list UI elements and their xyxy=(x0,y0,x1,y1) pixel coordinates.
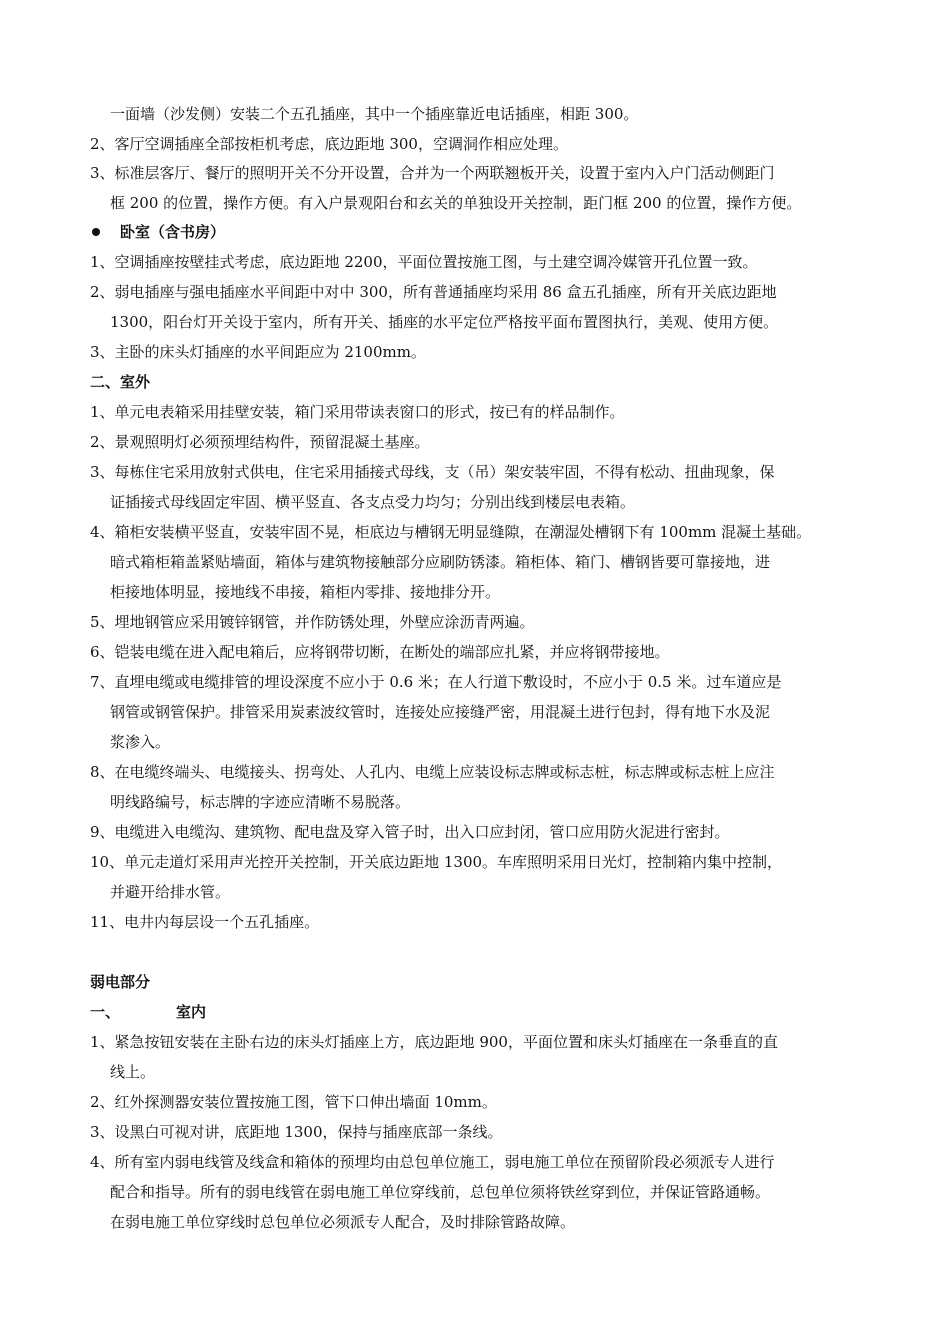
text-line: 在弱电施工单位穿线时总包单位必须派专人配合，及时排除管路故障。 xyxy=(110,1213,576,1231)
text-line: 配合和指导。所有的弱电线管在弱电施工单位穿线前，总包单位须将铁丝穿到位，并保证管路通畅。 xyxy=(110,1183,771,1201)
section-heading xyxy=(90,217,225,247)
text-line: 11、电井内每层设一个五孔插座。 xyxy=(90,913,320,931)
section-heading xyxy=(90,997,206,1027)
section-heading: 二、室外 xyxy=(90,373,151,391)
text-line: 2、红外探测器安装位置按施工图，管下口伸出墙面 10mm。 xyxy=(90,1093,497,1111)
text-line: 10、单元走道灯采用声光控开关控制，开关底边距地 1300。车库照明采用日光灯，控制箱内集中控制， xyxy=(90,853,783,871)
text-line: 柜接地体明显，接地线不串接，箱柜内零排、接地排分开。 xyxy=(110,583,501,601)
text-line: 1、空调插座按壁挂式考虑，底边距地 2200，平面位置按施工图，与土建空调冷媒管开孔位置一致。 xyxy=(90,253,758,271)
text-line: 2、客厅空调插座全部按柜机考虑，底边距地 300，空调洞作相应处理。 xyxy=(90,135,568,153)
text-line: 8、在电缆终端头、电缆接头、拐弯处、人孔内、电缆上应装设标志牌或标志桩，标志牌或标志桩上应注 xyxy=(90,763,775,781)
text-line: 证插接式母线固定牢固、横平竖直、各支点受力均匀；分别出线到楼层电表箱。 xyxy=(110,493,636,511)
text-line: 暗式箱柜箱盖紧贴墙面，箱体与建筑物接触部分应刷防锈漆。箱柜体、箱门、槽钢皆要可靠接地，进 xyxy=(110,553,771,571)
text-line: 5、埋地钢管应采用镀锌钢管，并作防锈处理，外壁应涂沥青两遍。 xyxy=(90,613,535,631)
text-line: 框 200 的位置，操作方便。有入户景观阳台和玄关的单独设开关控制，距门框 200 的位置，操作方便。 xyxy=(110,194,802,212)
text-line: 明线路编号，标志牌的字迹应清晰不易脱落。 xyxy=(110,793,411,811)
text-line: 浆渗入。 xyxy=(110,733,171,751)
text-line: 钢管或钢管保护。排管采用炭素波纹管时，连接处应接缝严密，用混凝土进行包封，得有地下水及泥 xyxy=(110,703,771,721)
text-line: 3、标准层客厅、餐厅的照明开关不分开设置，合并为一个两联翘板开关，设置于室内入户门活动侧距门 xyxy=(90,164,775,182)
text-line: 2、弱电插座与强电插座水平间距中对中 300，所有普通插座均采用 86 盒五孔插座，所有开关底边距地 xyxy=(90,283,777,301)
part-heading: 弱电部分 xyxy=(90,973,151,991)
text-line: 一面墙（沙发侧）安装二个五孔插座，其中一个插座靠近电话插座，相距 300。 xyxy=(110,105,639,123)
text-line: 线上。 xyxy=(110,1063,156,1081)
text-line: 6、铠装电缆在进入配电箱后，应将钢带切断，在断处的端部应扎紧，并应将钢带接地。 xyxy=(90,643,670,661)
text-line: 3、设黑白可视对讲，底距地 1300，保持与插座底部一条线。 xyxy=(90,1123,503,1141)
text-line: 4、箱柜安装横平竖直，安装牢固不晃，柜底边与槽钢无明显缝隙，在潮湿处槽钢下有 100mm 混凝土基础。 xyxy=(90,523,812,541)
text-line: 3、主卧的床头灯插座的水平间距应为 2100mm。 xyxy=(90,343,426,361)
text-line: 并避开给排水管。 xyxy=(110,883,231,901)
text-line: 1、紧急按钮安装在主卧右边的床头灯插座上方，底边距地 900，平面位置和床头灯插座在一条垂直的直 xyxy=(90,1033,778,1051)
text-line: 1、单元电表箱采用挂壁安装，箱门采用带读表窗口的形式，按已有的样品制作。 xyxy=(90,403,625,421)
text-line: 7、直埋电缆或电缆排管的埋设深度不应小于 0.6 米；在人行道下敷设时，不应小于 0.5 米。过车道应是 xyxy=(90,673,782,691)
heading-label: 卧室（含书房） xyxy=(120,223,226,241)
bullet-icon xyxy=(92,228,100,236)
text-line: 3、每栋住宅采用放射式供电，住宅采用插接式母线，支（吊）架安装牢固，不得有松动、扭曲现象，保 xyxy=(90,463,775,481)
text-line: 9、电缆进入电缆沟、建筑物、配电盘及穿入管子时，出入口应封闭，管口应用防火泥进行密封。 xyxy=(90,823,730,841)
heading-label: 室内 xyxy=(176,1003,207,1021)
text-line: 2、景观照明灯必须预埋结构件，预留混凝土基座。 xyxy=(90,433,430,451)
section-number: 一、 xyxy=(90,1003,121,1021)
text-line: 4、所有室内弱电线管及线盒和箱体的预埋均由总包单位施工，弱电施工单位在预留阶段必须派专人进行 xyxy=(90,1153,775,1171)
text-line: 1300，阳台灯开关设于室内，所有开关、插座的水平定位严格按平面布置图执行，美观、使用方便。 xyxy=(110,313,779,331)
